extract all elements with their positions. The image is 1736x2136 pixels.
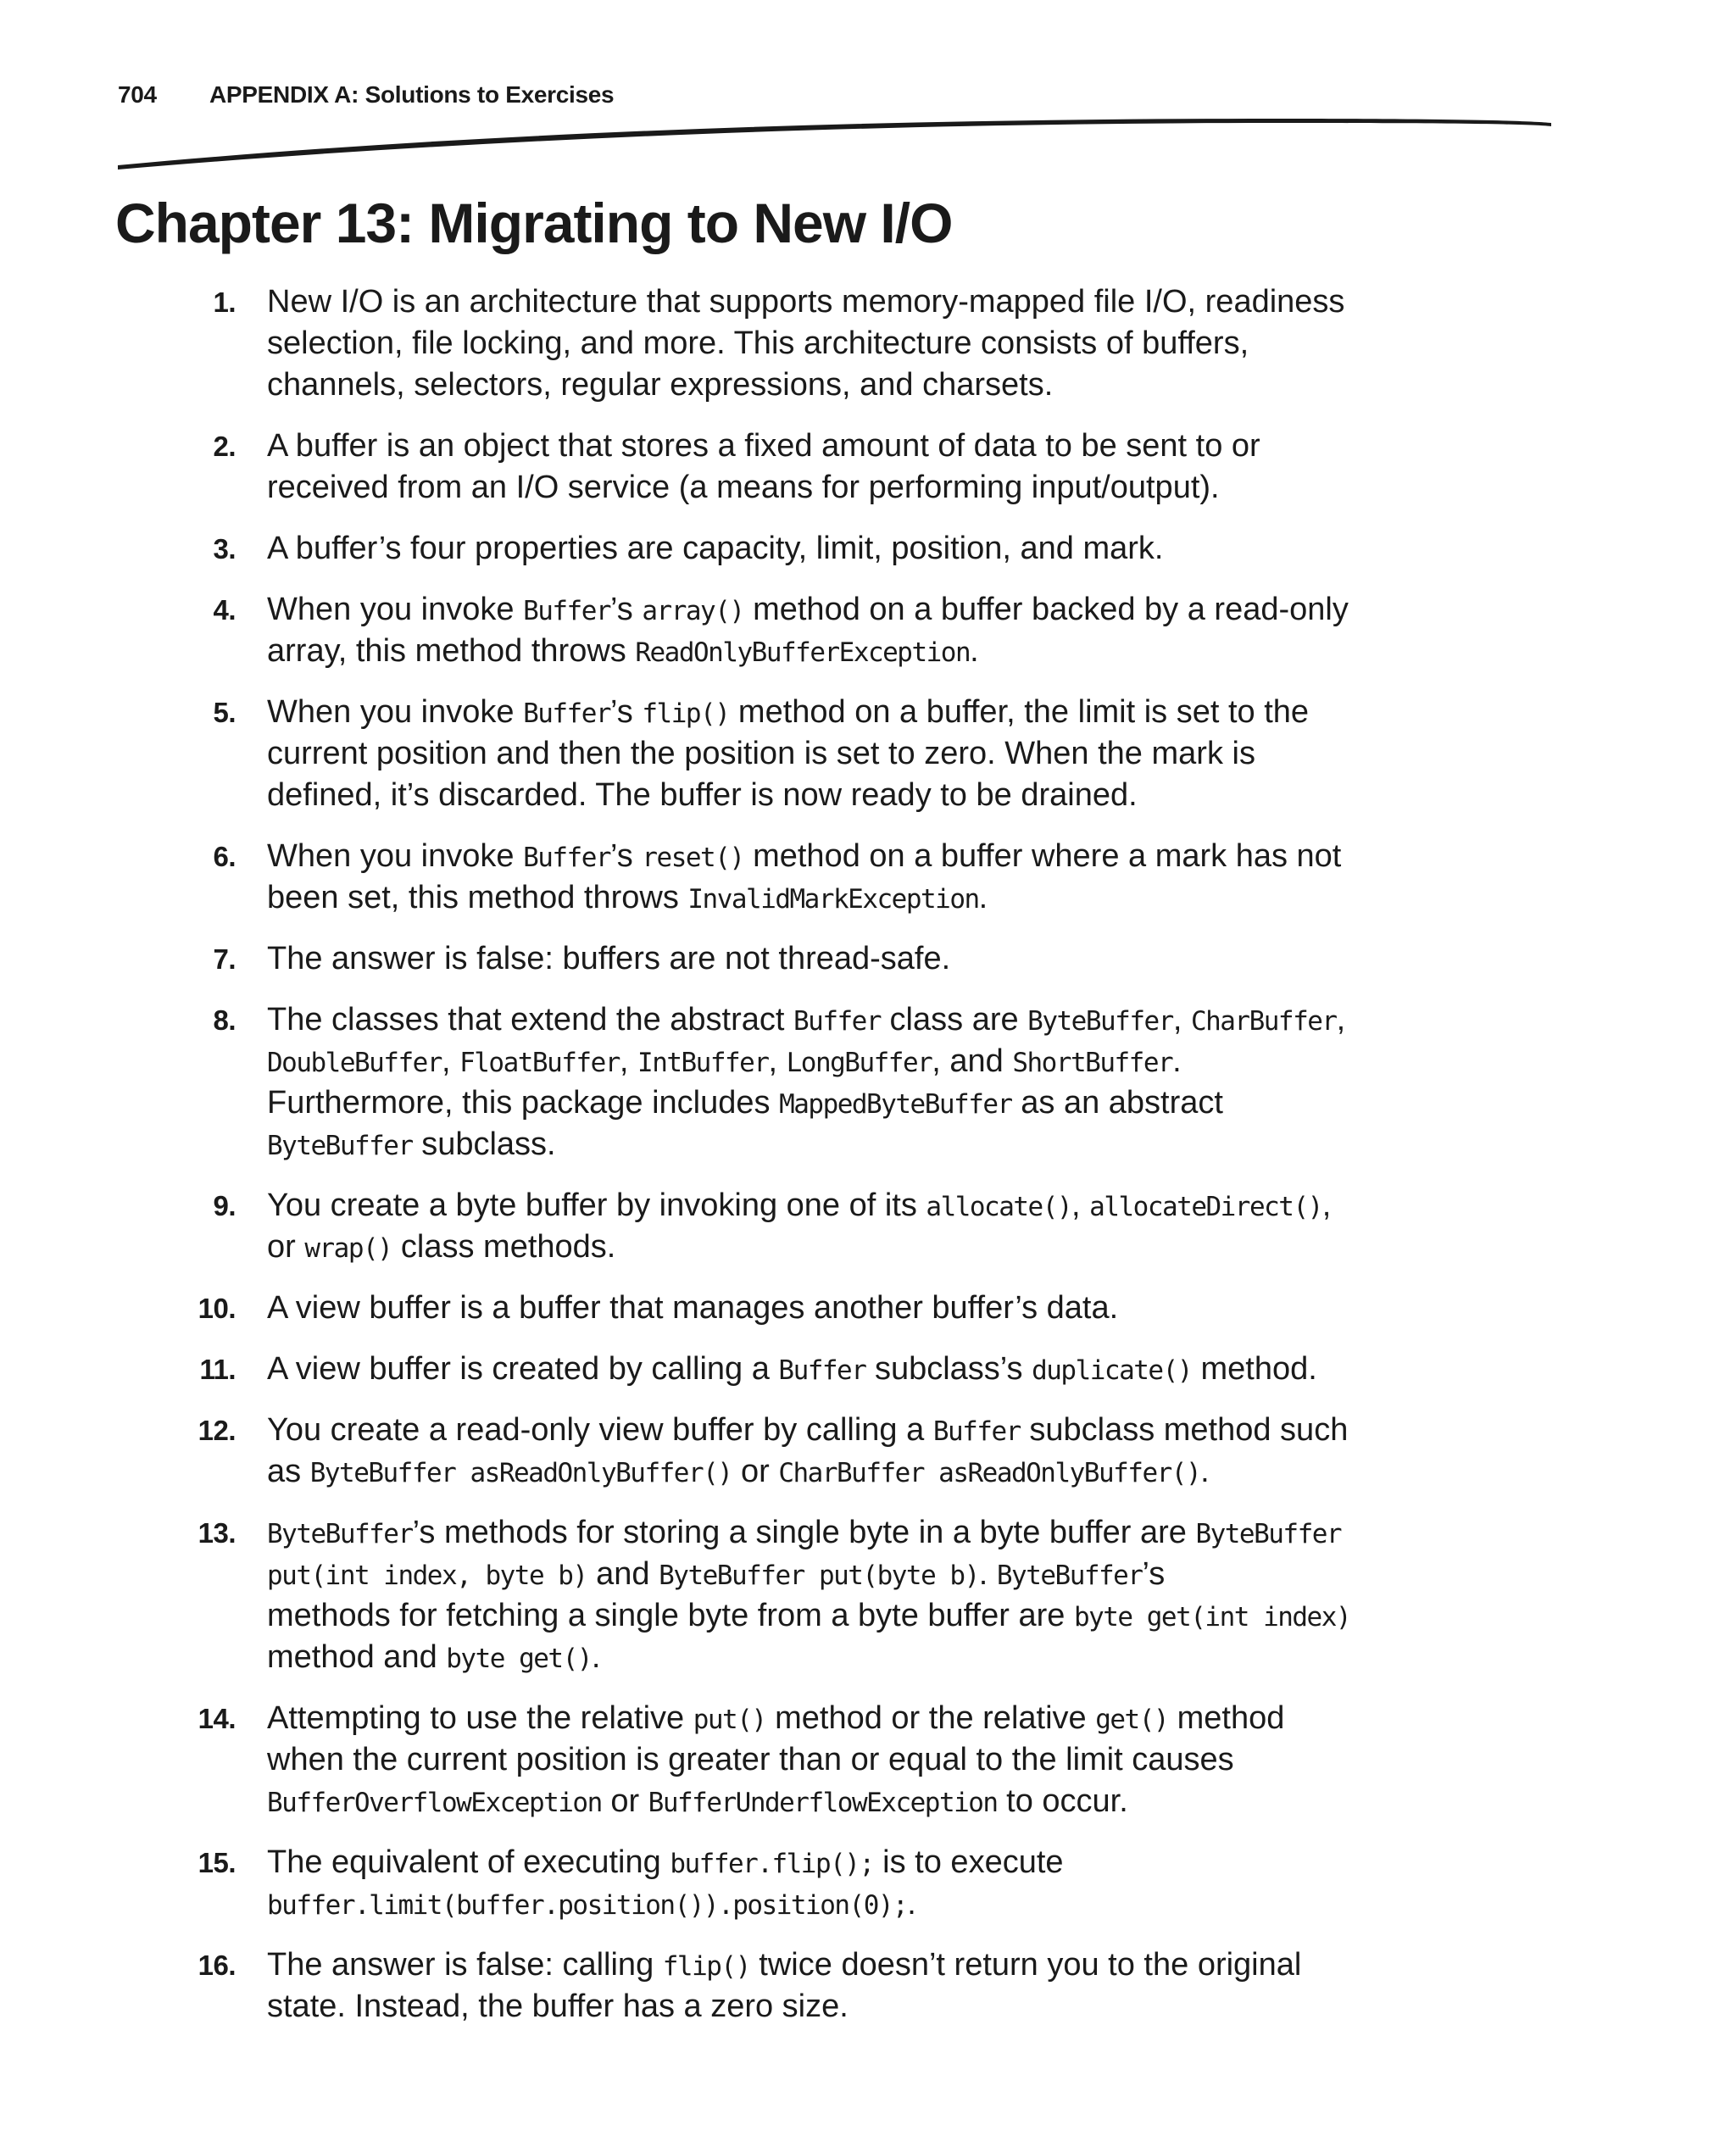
code-span: ByteBuffer [996, 1560, 1143, 1591]
text-span: is to execute [873, 1844, 1064, 1880]
answer-line [267, 877, 1471, 919]
text-span: channels, selectors, regular expressions, and charsets. [267, 367, 1054, 403]
code-span: array() [642, 596, 744, 626]
answer-line [267, 364, 1471, 406]
code-span: reset() [642, 843, 744, 873]
code-span: Buffer [778, 1355, 866, 1386]
chapter-title: Chapter 13: Migrating to New I/O [115, 192, 953, 254]
text-span: method [1168, 1700, 1285, 1736]
text-span: method and [267, 1639, 447, 1675]
code-span: ReadOnlyBufferException [635, 637, 971, 668]
code-span: MappedByteBuffer [779, 1089, 1012, 1120]
answer-line [267, 281, 1471, 323]
answer-line [267, 1288, 1471, 1329]
answer-line [267, 1451, 1471, 1493]
answer-line [267, 1124, 1471, 1165]
answer-number: 9. [213, 1190, 236, 1221]
answer-line [267, 1781, 1471, 1822]
text-span: been set, this method throws [267, 880, 688, 915]
answer-number: 7. [213, 943, 236, 975]
code-span: InvalidMarkException [687, 884, 979, 915]
answer-number: 14. [198, 1703, 236, 1734]
code-span: BufferUnderflowException [648, 1788, 998, 1818]
text-span: and [587, 1556, 659, 1592]
text-span: New I/O is an architecture that supports memory-mapped file I/O, readiness [267, 284, 1345, 320]
code-span: buffer.limit(buffer.position()).position(0); [267, 1890, 908, 1921]
answer-text [267, 938, 1471, 980]
text-span: method on a buffer where a mark has not [743, 838, 1342, 874]
code-span: CharBuffer asReadOnlyBuffer() [778, 1458, 1201, 1488]
text-span: ’s [610, 592, 643, 627]
text-span: Attempting to use the relative [267, 1700, 693, 1736]
code-span: allocateDirect() [1089, 1192, 1322, 1222]
answer-line [267, 1595, 1471, 1637]
code-span: get() [1095, 1705, 1169, 1735]
code-span: byte get(int index) [1073, 1602, 1351, 1633]
answer-line [267, 1185, 1471, 1227]
answer-number: 4. [213, 594, 236, 626]
answer-number: 15. [198, 1847, 236, 1878]
answer-line [267, 733, 1471, 775]
text-span: method or the relative [765, 1700, 1096, 1736]
page-number: 704 [118, 81, 157, 108]
text-span: . [978, 1556, 997, 1592]
text-span: as an abstract [1011, 1085, 1223, 1121]
text-span: to occur. [997, 1783, 1128, 1819]
answer-text [267, 1698, 1471, 1822]
answer-text [267, 692, 1471, 816]
code-span: ByteBuffer [267, 1519, 413, 1549]
header-swoosh-rule [0, 0, 1736, 186]
answer-text [267, 1288, 1471, 1329]
answer-text [267, 1349, 1471, 1390]
text-span: ’s [1142, 1556, 1166, 1592]
answer-line [267, 1512, 1471, 1554]
code-span: Buffer [523, 698, 611, 729]
text-span: state. Instead, the buffer has a zero size. [267, 1989, 849, 2024]
text-span: or [732, 1454, 779, 1489]
answer-line [267, 775, 1471, 816]
answer-number: 6. [213, 841, 236, 872]
code-span: flip() [662, 1951, 750, 1982]
text-span: . [978, 880, 988, 915]
text-span: subclass method such [1020, 1412, 1349, 1448]
header-swoosh-path [118, 119, 1551, 170]
answer-number: 1. [213, 286, 236, 318]
code-span: byte get() [446, 1644, 592, 1674]
text-span: . [907, 1886, 916, 1922]
text-span: A view buffer is created by calling a [267, 1351, 779, 1387]
answer-line [267, 1698, 1471, 1739]
answer-line [267, 1082, 1471, 1124]
answer-line [267, 1739, 1471, 1781]
answer-line [267, 1986, 1471, 2028]
code-span: ByteBuffer [1027, 1006, 1173, 1037]
text-span: method on a buffer, the limit is set to the [729, 694, 1310, 730]
answer-text [267, 836, 1471, 919]
code-span: Buffer [523, 596, 611, 626]
text-span: current position and then the position is set to zero. When the mark is [267, 736, 1255, 771]
answer-text [267, 999, 1471, 1165]
answer-line [267, 426, 1471, 467]
answer-line [267, 1883, 1471, 1925]
answer-text [267, 1944, 1471, 2028]
answer-text [267, 1185, 1471, 1268]
text-span: A buffer’s four properties are capacity, limit, position, and mark. [267, 531, 1164, 566]
text-span: The answer is false: buffers are not thread-safe. [267, 941, 951, 976]
text-span: , [1172, 1002, 1191, 1037]
code-span: duplicate() [1032, 1355, 1192, 1386]
text-span: when the current position is greater than or equal to the limit causes [267, 1742, 1234, 1777]
answer-line [267, 1637, 1471, 1678]
answer-line [267, 1842, 1471, 1883]
code-span: Buffer [523, 843, 611, 873]
text-span: subclass’s [865, 1351, 1032, 1387]
text-span: You create a read-only view buffer by calling a [267, 1412, 933, 1448]
answer-line [267, 692, 1471, 733]
text-span: . [1172, 1043, 1182, 1079]
answer-line [267, 836, 1471, 877]
text-span: You create a byte buffer by invoking one of its [267, 1188, 926, 1223]
answer-number: 2. [213, 431, 236, 462]
answer-number: 8. [213, 1004, 236, 1036]
text-span: The answer is false: calling [267, 1947, 663, 1983]
text-span: class methods. [392, 1229, 616, 1265]
text-span: , [441, 1043, 460, 1079]
answer-number: 5. [213, 697, 236, 728]
answer-number: 13. [198, 1517, 236, 1549]
text-span: . [1200, 1454, 1210, 1489]
text-span: , [1071, 1188, 1090, 1223]
text-span: as [267, 1454, 310, 1489]
text-span: selection, file locking, and more. This architecture consists of buffers, [267, 325, 1249, 361]
text-span: class are [881, 1002, 1028, 1037]
text-span: methods for fetching a single byte from a byte buffer are [267, 1598, 1074, 1633]
answer-text [267, 281, 1471, 406]
code-span: buffer.flip(); [670, 1849, 874, 1879]
text-span: . [970, 633, 979, 669]
code-span: ByteBuffer asReadOnlyBuffer() [309, 1458, 732, 1488]
answer-number: 12. [198, 1415, 236, 1446]
answer-line [267, 1349, 1471, 1390]
answer-line [267, 938, 1471, 980]
text-span: defined, it’s discarded. The buffer is now ready to be drained. [267, 777, 1138, 813]
code-span: BufferOverflowException [267, 1788, 602, 1818]
text-span: A buffer is an object that stores a fixed amount of data to be sent to or [267, 428, 1260, 464]
code-span: CharBuffer [1190, 1006, 1337, 1037]
text-span: method. [1191, 1351, 1317, 1387]
answer-number: 3. [213, 533, 236, 565]
text-span: ’s [610, 838, 643, 874]
answer-text [267, 1512, 1471, 1678]
text-span: , [1321, 1188, 1332, 1223]
text-span: , [1336, 1002, 1346, 1037]
answer-line [267, 589, 1471, 631]
text-span: method on a buffer backed by a read-only [743, 592, 1349, 627]
code-span: flip() [642, 698, 730, 729]
answer-number: 11. [199, 1354, 236, 1385]
code-span: ByteBuffer [1195, 1519, 1342, 1549]
code-span: wrap() [304, 1233, 392, 1264]
answer-line [267, 1041, 1471, 1082]
text-span: ’s methods for storing a single byte in a byte buffer are [412, 1515, 1196, 1550]
code-span: Buffer [932, 1416, 1021, 1447]
text-span: When you invoke [267, 838, 524, 874]
answer-text [267, 528, 1471, 570]
text-span: or [601, 1783, 648, 1819]
answer-text [267, 426, 1471, 509]
text-span: ’s [610, 694, 643, 730]
text-span: The classes that extend the abstract [267, 1002, 794, 1037]
text-span: subclass. [412, 1126, 556, 1162]
text-span: When you invoke [267, 694, 524, 730]
answer-line [267, 1410, 1471, 1451]
answer-number: 10. [198, 1293, 236, 1324]
text-span: , [619, 1043, 638, 1079]
code-span: Buffer [793, 1006, 881, 1037]
answer-text [267, 589, 1471, 672]
answer-line [267, 528, 1471, 570]
code-span: IntBuffer [637, 1048, 769, 1078]
text-span: A view buffer is a buffer that manages another buffer’s data. [267, 1290, 1119, 1326]
text-span: array, this method throws [267, 633, 636, 669]
code-span: ShortBuffer [1012, 1048, 1173, 1078]
code-span: put() [693, 1705, 766, 1735]
code-span: LongBuffer [786, 1048, 932, 1078]
answer-line [267, 631, 1471, 672]
answer-line [267, 1227, 1471, 1268]
text-span: , and [932, 1043, 1013, 1079]
code-span: put(int index, byte b) [267, 1560, 587, 1591]
code-span: ByteBuffer put(byte b) [659, 1560, 979, 1591]
text-span: twice doesn’t return you to the original [749, 1947, 1302, 1983]
text-span: . [591, 1639, 601, 1675]
text-span: received from an I/O service (a means for performing input/output). [267, 470, 1220, 505]
code-span: DoubleBuffer [267, 1048, 442, 1078]
answer-line [267, 999, 1471, 1041]
answer-number: 16. [198, 1950, 236, 1981]
answer-line [267, 323, 1471, 364]
answer-line [267, 1554, 1471, 1595]
code-span: FloatBuffer [459, 1048, 620, 1078]
text-span: , [768, 1043, 787, 1079]
answer-text [267, 1410, 1471, 1493]
code-span: allocate() [926, 1192, 1072, 1222]
running-title: APPENDIX A: Solutions to Exercises [209, 81, 615, 108]
text-span: or [267, 1229, 305, 1265]
code-span: ByteBuffer [267, 1131, 413, 1161]
text-span: When you invoke [267, 592, 524, 627]
answer-line [267, 467, 1471, 509]
answer-line [267, 1944, 1471, 1986]
text-span: Furthermore, this package includes [267, 1085, 780, 1121]
answer-text [267, 1842, 1471, 1925]
text-span: The equivalent of executing [267, 1844, 670, 1880]
